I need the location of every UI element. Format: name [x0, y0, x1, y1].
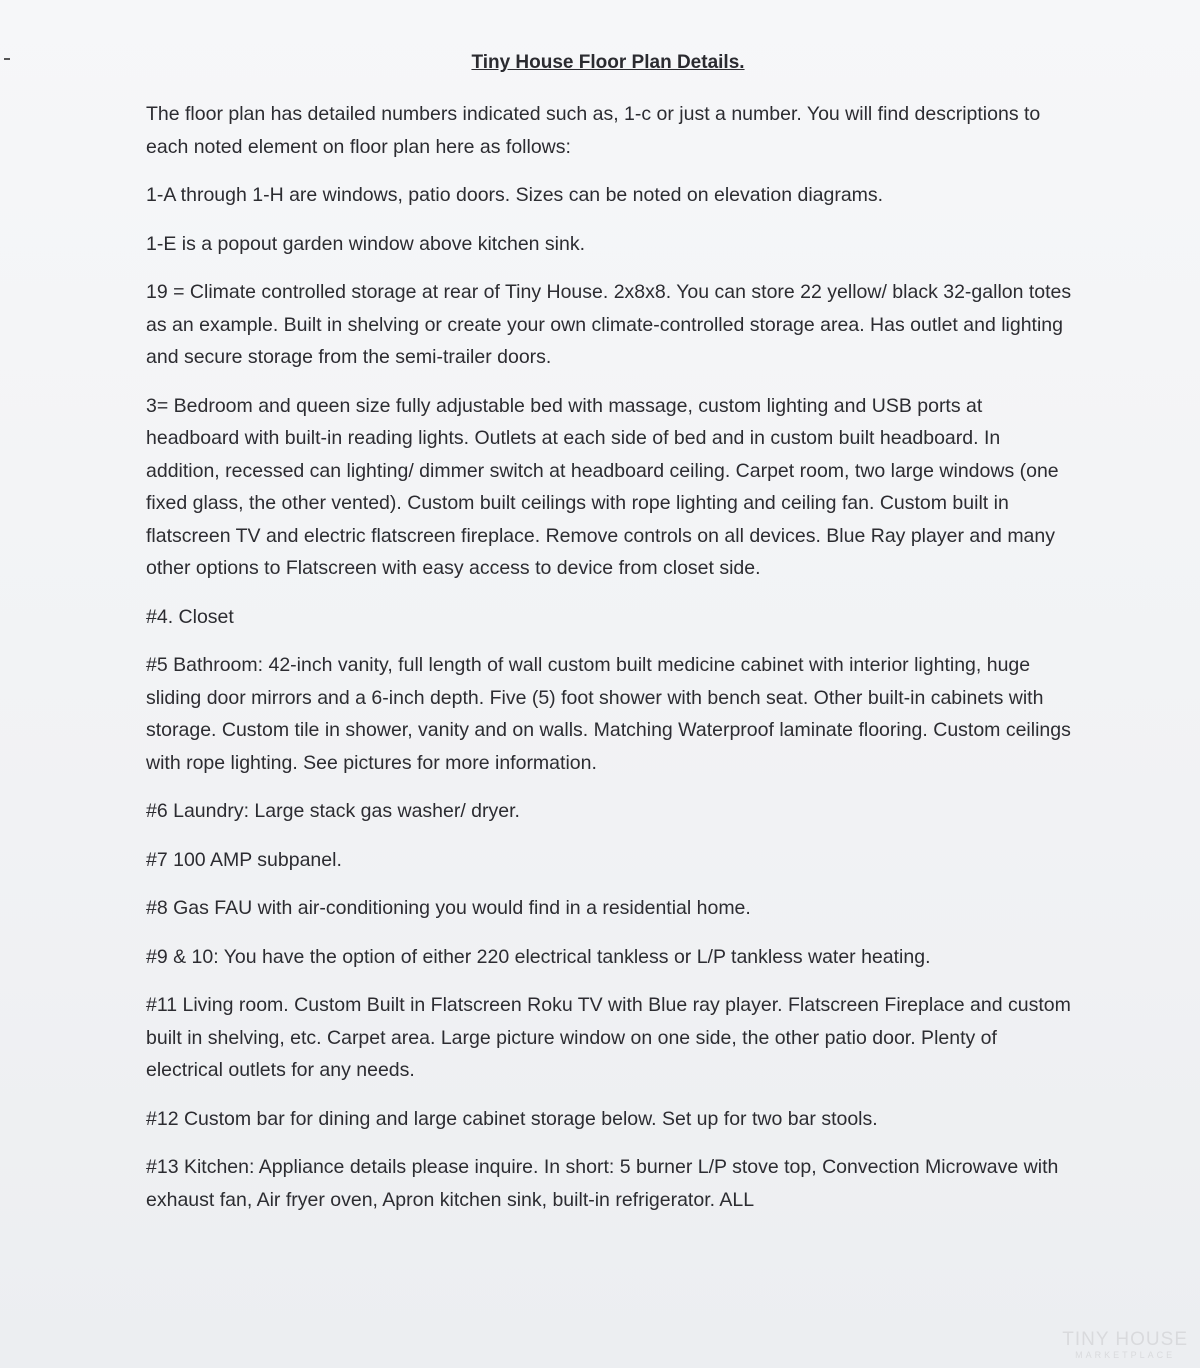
paragraph-living-room: #11 Living room. Custom Built in Flatscreen Roku TV with Blue ray player. Flatscreen Fireplace and custom built in shelving, etc. Carpet area. Large picture window on one side, the other patio door. Plenty of electrical outlets for any needs.: [146, 994, 1071, 1081]
paragraph-bar: #12 Custom bar for dining and large cabinet storage below. Set up for two bar stools.: [146, 1107, 878, 1130]
document-title: Tiny House Floor Plan Details.: [471, 52, 745, 73]
paragraph-fau: #8 Gas FAU with air-conditioning you would find in a residential home.: [146, 897, 751, 919]
paragraph-kitchen: #13 Kitchen: Appliance details please inquire. In short: 5 burner L/P stove top, Convection Microwave with exhaust fan, Air fryer oven, Apron kitchen sink, built-in refrigerator. ALL: [146, 1156, 1059, 1211]
paragraph-storage: 19 = Climate controlled storage at rear of Tiny House. 2x8x8. You can store 22 yellow/ black 32-gallon totes as an example. Built in shelving or create your own climate-controlled storage area. Has outlet and lighting and secure storage from the semi-trailer doors.: [146, 281, 1072, 368]
paragraph-closet: #4. Closet: [146, 605, 234, 628]
paragraph-bedroom: 3= Bedroom and queen size fully adjustable bed with massage, custom lighting and USB ports at headboard with built-in reading lights. Outlets at each side of bed and in custom built headboard. In addition, recessed can lighting/ dimmer switch at headboard ceiling. Carpet room, two large windows (one fixed glass, the other vented). Custom built ceilings with rope lighting and ceiling fan. Custom built in flatscreen TV and electric flatscreen fireplace. Remove controls on all devices. Blue Ray player and many other options to Flatscreen with easy access to device from closet side.: [146, 394, 1059, 579]
paragraph-garden-window: 1-E is a popout garden window above kitchen sink.: [146, 232, 586, 255]
paragraph-water-heating: #9 & 10: You have the option of either 220 electrical tankless or L/P tankless water heating.: [146, 945, 931, 968]
document-body: [146, 98, 1076, 1232]
paragraph-intro: The floor plan has detailed numbers indicated such as, 1-c or just a number. You will find descriptions to each noted element on floor plan here as follows:: [146, 103, 1041, 158]
paragraph-laundry: #6 Laundry: Large stack gas washer/ dryer.: [146, 800, 520, 822]
paragraph-bathroom: #5 Bathroom: 42-inch vanity, full length of wall custom built medicine cabinet with interior lighting, huge sliding door mirrors and a 6-inch depth. Five (5) foot shower with bench seat. Other built-in cabinets with storage. Custom tile in shower, vanity and on walls. Matching Waterproof laminate flooring. Custom ceilings with rope lighting. See pictures for more information.: [146, 654, 1071, 774]
paragraph-subpanel: #7 100 AMP subpanel.: [146, 848, 342, 871]
watermark-line-1: TINY HOUSE: [1062, 1329, 1188, 1350]
watermark-line-2: MARKETPLACE: [1075, 1350, 1176, 1360]
paragraph-windows: 1-A through 1-H are windows, patio doors. Sizes can be noted on elevation diagrams.: [146, 184, 884, 206]
watermark-logo: [1062, 1330, 1188, 1360]
scan-edge-mark: [4, 58, 10, 60]
